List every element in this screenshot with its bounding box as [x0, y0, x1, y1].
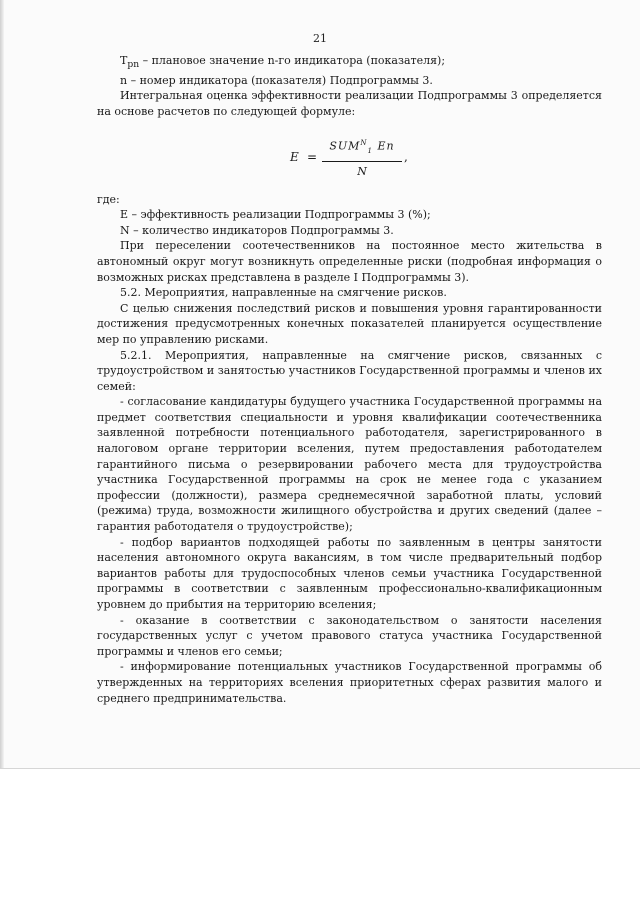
formula-comma: , — [404, 149, 408, 164]
section-heading-5-2-1: 5.2.1. Мероприятия, направленные на смягчение рисков, связанных с трудоустройством и занятостью участников Государственной программы и членов их семей: — [97, 348, 602, 393]
list-item: - подбор вариантов подходящей работы по заявленным в центры занятости населения автономного округа вакансиям, в том числе предварительный подбор вариантов работы для трудоспособных членов семьи участника Государственной программы в соответствии с заявленным профессионально-квалификационным уровнем до прибытия на территорию вселения; — [97, 535, 602, 611]
definition-tpn: $T_{pn}$ – плановое значение n-го индикатора (показателя); — [120, 54, 446, 71]
formula-sub: 1 — [367, 146, 374, 155]
formula-term: En — [377, 139, 395, 153]
where-label: где: — [97, 192, 120, 206]
list-item: - информирование потенциальных участников Государственной программы об утвержденных на территориях вселения приоритетных сферах развития малого и среднего предпринимательства. — [97, 660, 602, 705]
paragraph-risk-management: С целью снижения последствий рисков и повышения уровня гарантированности достижения предусмотренных конечных показателей планируется осуществление мер по управлению рисками. — [97, 301, 602, 346]
formula-equals: = — [307, 149, 318, 164]
formula-numerator — [322, 136, 402, 161]
page-number: 21 — [313, 32, 327, 45]
page-body — [97, 53, 602, 706]
formula-sup: N — [360, 138, 368, 147]
list-item: - оказание в соответствии с законодательством о занятости населения государственных услуг с учетом правового статуса участника Государственной программы и членов его семьи; — [97, 613, 602, 658]
paragraph-risks: При переселении соотечественников на постоянное место жительства в автономный округ могут возникнуть определенные риски (подробная информация о возможных рисках представлена в разделе I Подпрограммы 3). — [97, 239, 602, 284]
definition-n-count: N – количество индикаторов Подпрограммы 3. — [120, 223, 394, 237]
formula-sum: SUM — [329, 139, 361, 153]
formula-denominator: N — [357, 165, 367, 178]
formula-lhs: E — [290, 149, 299, 164]
definition-e: E – эффективность реализации Подпрограммы 3 (%); — [120, 208, 431, 222]
section-heading-5-2: 5.2. Мероприятия, направленные на смягчение рисков. — [120, 286, 447, 300]
definition-n-index: n – номер индикатора (показателя) Подпрограммы 3. — [120, 73, 433, 87]
formula-fraction — [322, 136, 402, 180]
list-item: - согласование кандидатуры будущего участника Государственной программы на предмет соответствия специальности и уровня квалификации соотечественника заявленной потребности потенциального работодателя, зарегистрированного в налоговом органе территории вселения, путем предоставления работодателем гарантийного письма о резервировании рабочего места для трудоустройства участника Государственной программы на срок не менее года с указанием профессии (должности), размера среднемесячной заработной платы, условий (режима) труда, возможности жилищного обустройства и других сведений (далее – гарантия работодателя о трудоустройстве); — [97, 395, 602, 534]
efficiency-formula — [97, 136, 602, 178]
paragraph-integral-assessment: Интегральная оценка эффективности реализации Подпрограммы 3 определяется на основе расчетов по следующей формуле: — [97, 89, 602, 118]
